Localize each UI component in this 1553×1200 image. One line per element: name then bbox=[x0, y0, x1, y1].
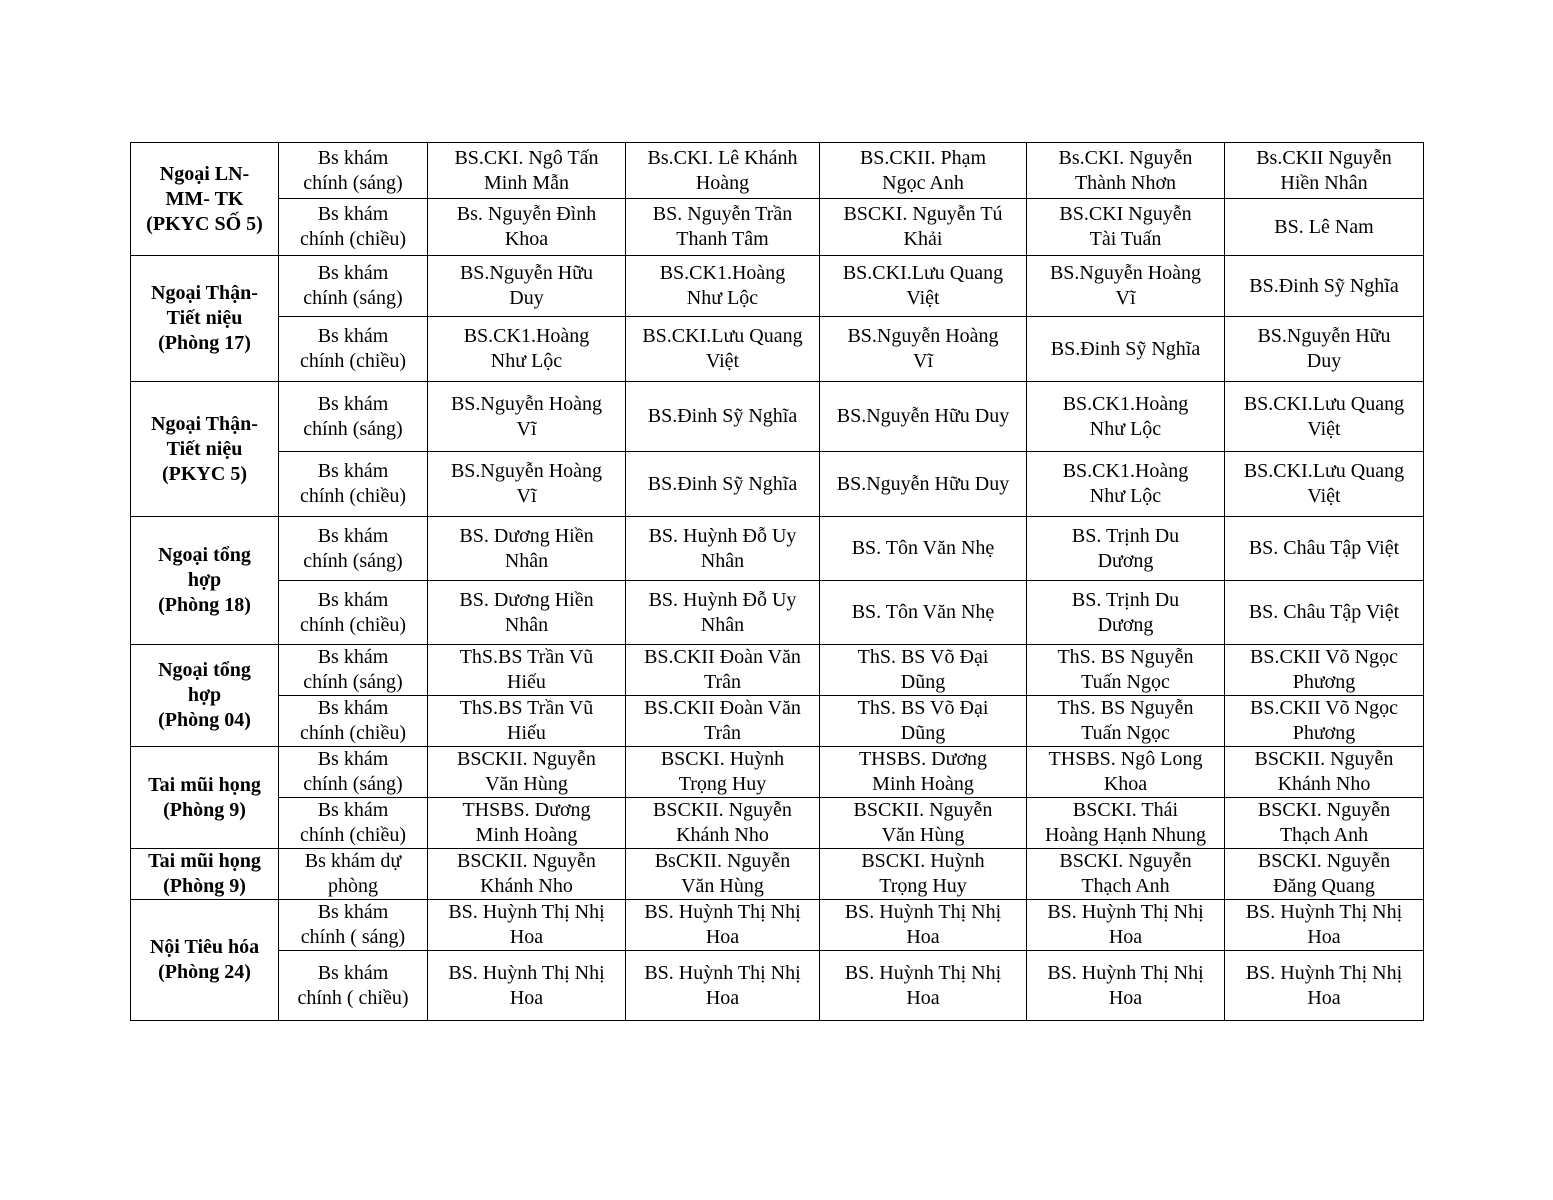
doctor-cell: BS. Huỳnh Thị Nhị Hoa bbox=[820, 900, 1027, 951]
table-row bbox=[131, 452, 1424, 517]
doctor-cell: Bs.CKII Nguyễn Hiền Nhân bbox=[1225, 143, 1424, 199]
doctor-cell: THSBS. Ngô Long Khoa bbox=[1027, 747, 1225, 798]
doctor-cell: BS.CKI.Lưu Quang Việt bbox=[1225, 382, 1424, 452]
table-row bbox=[131, 143, 1424, 199]
doctor-cell: BS. Châu Tập Việt bbox=[1225, 517, 1424, 581]
doctor-cell: BS. Nguyễn Trần Thanh Tâm bbox=[626, 199, 820, 256]
doctor-cell: BS. Huỳnh Thị Nhị Hoa bbox=[1225, 900, 1424, 951]
table-row bbox=[131, 849, 1424, 900]
doctor-cell: BS. Huỳnh Thị Nhị Hoa bbox=[1225, 951, 1424, 1021]
table-row bbox=[131, 382, 1424, 452]
table-row bbox=[131, 696, 1424, 747]
doctor-cell: Bs.CKI. Nguyễn Thành Nhơn bbox=[1027, 143, 1225, 199]
department-cell: Ngoại Thận- Tiết niệu (PKYC 5) bbox=[131, 382, 279, 517]
shift-cell: Bs khám chính (chiều) bbox=[279, 696, 428, 747]
table-row bbox=[131, 199, 1424, 256]
doctor-cell: Bs. Nguyễn Đình Khoa bbox=[428, 199, 626, 256]
doctor-cell: BSCKI. Nguyễn Thạch Anh bbox=[1225, 798, 1424, 849]
shift-cell: Bs khám chính ( chiều) bbox=[279, 951, 428, 1021]
department-cell: Tai mũi họng (Phòng 9) bbox=[131, 747, 279, 849]
doctor-cell: BS.Nguyễn Hữu Duy bbox=[820, 452, 1027, 517]
doctor-cell: BS.Nguyễn Hoàng Vĩ bbox=[428, 452, 626, 517]
doctor-cell: BS. Huỳnh Thị Nhị Hoa bbox=[428, 900, 626, 951]
doctor-cell: BS. Huỳnh Thị Nhị Hoa bbox=[428, 951, 626, 1021]
doctor-cell: BS.CKII Võ Ngọc Phương bbox=[1225, 645, 1424, 696]
doctor-cell: ThS.BS Trần Vũ Hiếu bbox=[428, 696, 626, 747]
doctor-cell: BS.CK1.Hoàng Như Lộc bbox=[626, 256, 820, 317]
doctor-cell: ThS. BS Võ Đại Dũng bbox=[820, 696, 1027, 747]
table-row bbox=[131, 317, 1424, 382]
department-cell: Ngoại tổng hợp (Phòng 18) bbox=[131, 517, 279, 645]
doctor-cell: BsCKII. Nguyễn Văn Hùng bbox=[626, 849, 820, 900]
doctor-cell: BSCKII. Nguyễn Khánh Nho bbox=[1225, 747, 1424, 798]
department-cell: Ngoại tổng hợp (Phòng 04) bbox=[131, 645, 279, 747]
doctor-cell: BS.Nguyễn Hoàng Vĩ bbox=[1027, 256, 1225, 317]
shift-cell: Bs khám chính (chiều) bbox=[279, 199, 428, 256]
doctor-cell: BS.CK1.Hoàng Như Lộc bbox=[428, 317, 626, 382]
table-row bbox=[131, 798, 1424, 849]
doctor-cell: BS.Nguyễn Hoàng Vĩ bbox=[820, 317, 1027, 382]
doctor-cell: BS.Nguyễn Hữu Duy bbox=[1225, 317, 1424, 382]
doctor-cell: BSCKII. Nguyễn Khánh Nho bbox=[626, 798, 820, 849]
doctor-cell: Bs.CKI. Lê Khánh Hoàng bbox=[626, 143, 820, 199]
table-row bbox=[131, 951, 1424, 1021]
doctor-cell: BS. Huỳnh Thị Nhị Hoa bbox=[626, 951, 820, 1021]
shift-cell: Bs khám chính (sáng) bbox=[279, 645, 428, 696]
doctor-cell: BS.Đinh Sỹ Nghĩa bbox=[626, 382, 820, 452]
doctor-cell: BS. Tôn Văn Nhẹ bbox=[820, 517, 1027, 581]
department-cell: Ngoại Thận- Tiết niệu (Phòng 17) bbox=[131, 256, 279, 382]
doctor-cell: BSCKI. Thái Hoàng Hạnh Nhung bbox=[1027, 798, 1225, 849]
doctor-cell: BS.CKII Đoàn Văn Trân bbox=[626, 696, 820, 747]
shift-cell: Bs khám chính ( sáng) bbox=[279, 900, 428, 951]
table-row bbox=[131, 517, 1424, 581]
schedule-body bbox=[131, 143, 1424, 1021]
department-cell: Tai mũi họng (Phòng 9) bbox=[131, 849, 279, 900]
doctor-cell: BSCKI. Nguyễn Đăng Quang bbox=[1225, 849, 1424, 900]
shift-cell: Bs khám dự phòng bbox=[279, 849, 428, 900]
doctor-cell: BSCKI. Nguyễn Thạch Anh bbox=[1027, 849, 1225, 900]
doctor-cell: BS.CK1.Hoàng Như Lộc bbox=[1027, 452, 1225, 517]
table-row bbox=[131, 581, 1424, 645]
doctor-cell: BS. Châu Tập Việt bbox=[1225, 581, 1424, 645]
doctor-cell: BS.CKI. Ngô Tấn Minh Mẫn bbox=[428, 143, 626, 199]
table-row bbox=[131, 645, 1424, 696]
doctor-cell: BS.Nguyễn Hoàng Vĩ bbox=[428, 382, 626, 452]
doctor-cell: BS. Huỳnh Đỗ Uy Nhân bbox=[626, 581, 820, 645]
doctor-cell: BSCKI. Huỳnh Trọng Huy bbox=[820, 849, 1027, 900]
doctor-cell: BSCKII. Nguyễn Văn Hùng bbox=[820, 798, 1027, 849]
doctor-cell: ThS. BS Võ Đại Dũng bbox=[820, 645, 1027, 696]
table-row bbox=[131, 747, 1424, 798]
doctor-cell: BS. Trịnh Du Dương bbox=[1027, 517, 1225, 581]
department-cell: Nội Tiêu hóa (Phòng 24) bbox=[131, 900, 279, 1021]
doctor-cell: BS. Huỳnh Thị Nhị Hoa bbox=[1027, 951, 1225, 1021]
doctor-cell: THSBS. Dương Minh Hoàng bbox=[428, 798, 626, 849]
doctor-cell: BS.CKI.Lưu Quang Việt bbox=[1225, 452, 1424, 517]
doctor-cell: BSCKII. Nguyễn Khánh Nho bbox=[428, 849, 626, 900]
department-cell: Ngoại LN- MM- TK (PKYC SỐ 5) bbox=[131, 143, 279, 256]
doctor-cell: BS.Đinh Sỹ Nghĩa bbox=[1225, 256, 1424, 317]
doctor-cell: BS.Đinh Sỹ Nghĩa bbox=[1027, 317, 1225, 382]
doctor-cell: ThS. BS Nguyễn Tuấn Ngọc bbox=[1027, 696, 1225, 747]
doctor-cell: BS. Huỳnh Thị Nhị Hoa bbox=[1027, 900, 1225, 951]
doctor-cell: BS. Huỳnh Thị Nhị Hoa bbox=[820, 951, 1027, 1021]
doctor-cell: BSCKII. Nguyễn Văn Hùng bbox=[428, 747, 626, 798]
doctor-cell: BS.Nguyễn Hữu Duy bbox=[820, 382, 1027, 452]
doctor-cell: BS.CKI Nguyễn Tài Tuấn bbox=[1027, 199, 1225, 256]
doctor-cell: ThS. BS Nguyễn Tuấn Ngọc bbox=[1027, 645, 1225, 696]
shift-cell: Bs khám chính (sáng) bbox=[279, 747, 428, 798]
doctor-cell: ThS.BS Trần Vũ Hiếu bbox=[428, 645, 626, 696]
doctor-cell: THSBS. Dương Minh Hoàng bbox=[820, 747, 1027, 798]
doctor-cell: BSCKI. Nguyễn Tú Khải bbox=[820, 199, 1027, 256]
doctor-cell: BS.CKI.Lưu Quang Việt bbox=[626, 317, 820, 382]
doctor-cell: BS.CK1.Hoàng Như Lộc bbox=[1027, 382, 1225, 452]
doctor-cell: BS.CKII Đoàn Văn Trân bbox=[626, 645, 820, 696]
doctor-cell: BS. Dương Hiền Nhân bbox=[428, 581, 626, 645]
shift-cell: Bs khám chính (sáng) bbox=[279, 517, 428, 581]
doctor-cell: BS. Lê Nam bbox=[1225, 199, 1424, 256]
table-row bbox=[131, 900, 1424, 951]
doctor-cell: BS. Trịnh Du Dương bbox=[1027, 581, 1225, 645]
shift-cell: Bs khám chính (sáng) bbox=[279, 256, 428, 317]
doctor-cell: BSCKI. Huỳnh Trọng Huy bbox=[626, 747, 820, 798]
doctor-cell: BS.Đinh Sỹ Nghĩa bbox=[626, 452, 820, 517]
doctor-cell: BS. Huỳnh Đỗ Uy Nhân bbox=[626, 517, 820, 581]
doctor-cell: BS.CKI.Lưu Quang Việt bbox=[820, 256, 1027, 317]
doctor-cell: BS.CKII. Phạm Ngọc Anh bbox=[820, 143, 1027, 199]
shift-cell: Bs khám chính (sáng) bbox=[279, 382, 428, 452]
shift-cell: Bs khám chính (chiều) bbox=[279, 581, 428, 645]
doctor-cell: BS.Nguyễn Hữu Duy bbox=[428, 256, 626, 317]
doctor-cell: BS. Dương Hiền Nhân bbox=[428, 517, 626, 581]
table-row bbox=[131, 256, 1424, 317]
shift-cell: Bs khám chính (sáng) bbox=[279, 143, 428, 199]
shift-cell: Bs khám chính (chiều) bbox=[279, 798, 428, 849]
doctor-cell: BS. Tôn Văn Nhẹ bbox=[820, 581, 1027, 645]
shift-cell: Bs khám chính (chiều) bbox=[279, 452, 428, 517]
doctor-cell: BS.CKII Võ Ngọc Phương bbox=[1225, 696, 1424, 747]
doctor-cell: BS. Huỳnh Thị Nhị Hoa bbox=[626, 900, 820, 951]
shift-cell: Bs khám chính (chiều) bbox=[279, 317, 428, 382]
schedule-table bbox=[130, 142, 1424, 1021]
